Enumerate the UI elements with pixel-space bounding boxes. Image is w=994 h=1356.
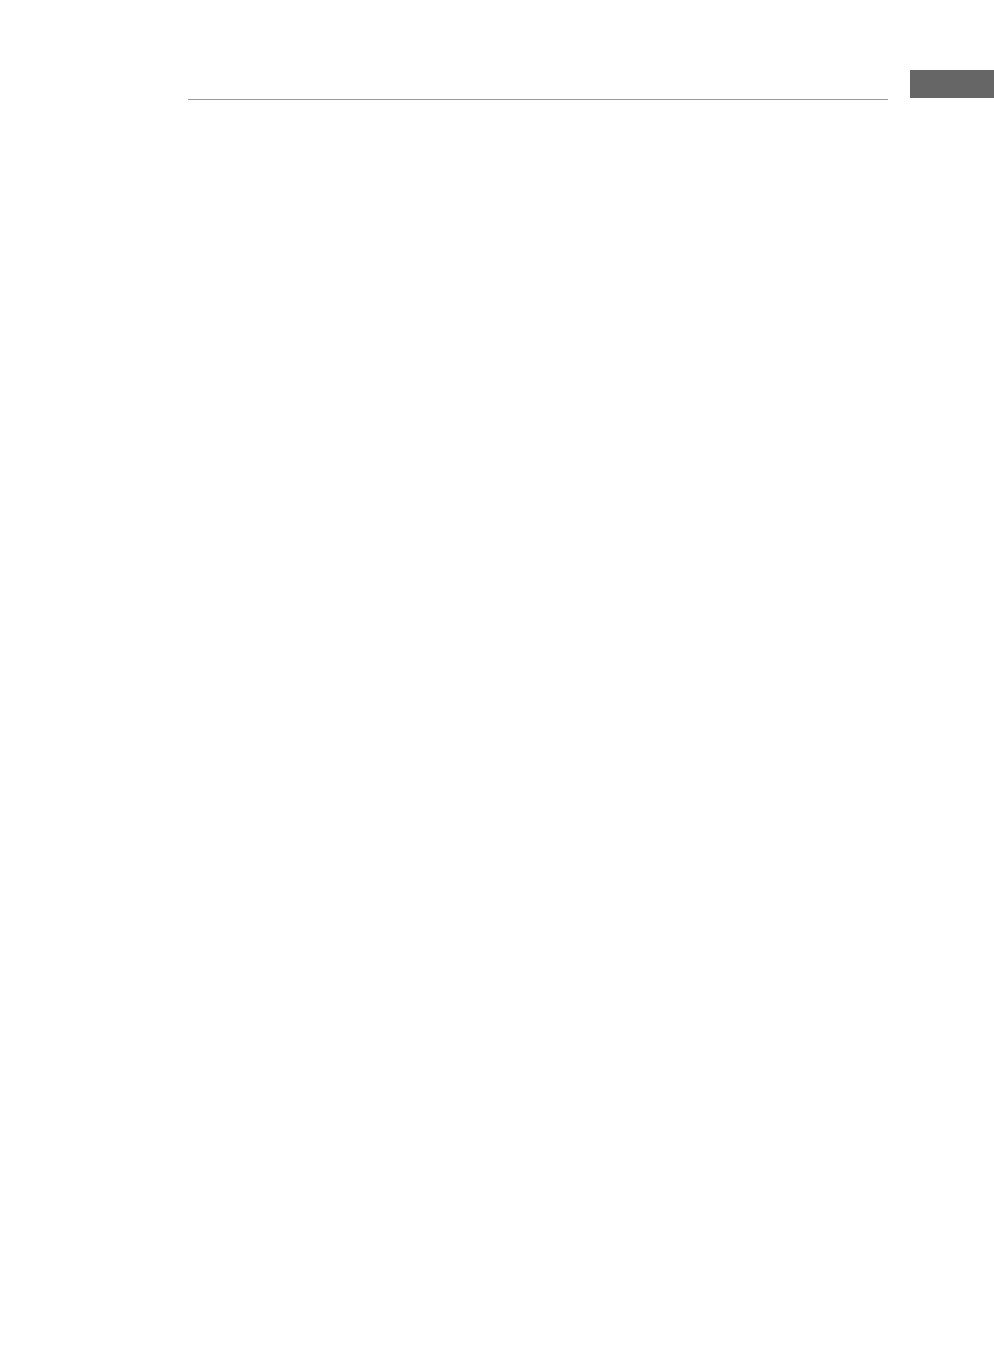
header-accent-bar [910, 70, 994, 98]
page-header [188, 60, 888, 100]
